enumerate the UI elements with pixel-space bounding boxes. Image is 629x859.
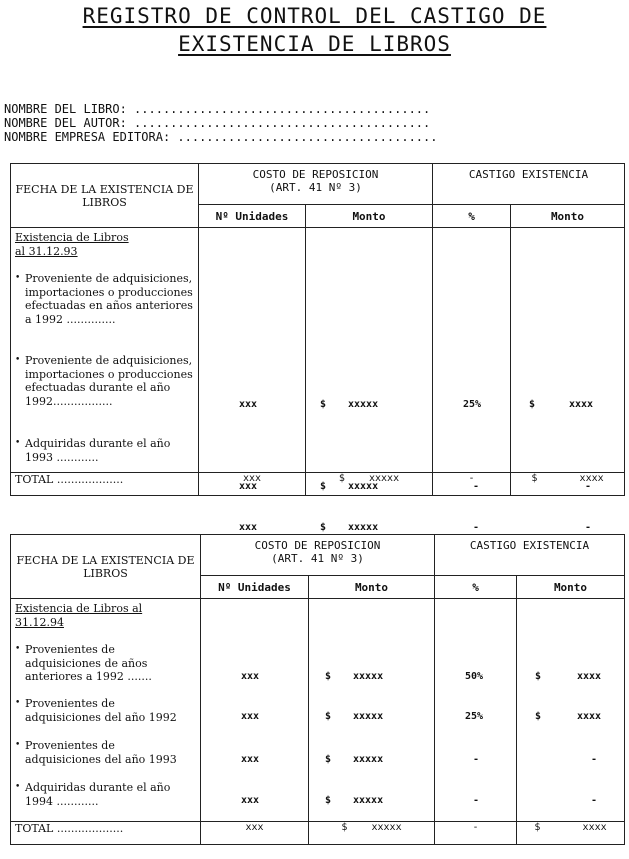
- cell-monto: xxxx: [569, 399, 594, 410]
- cell-pct: -: [473, 481, 480, 492]
- cell-currency: $: [325, 671, 332, 682]
- cell-currency: $: [529, 399, 536, 410]
- rows-label-column: Existencia de Libros al 31.12.93 • Proveniente de adquisiciones, importaciones o producciones efectuadas en años anteriores a 1992 .............. • Proveniente de adquisiciones, importaciones o producciones efectuadas durante el año 1992................. • Adquiridas durante el año 1993 ............: [11, 228, 199, 473]
- title-line-1: REGISTRO DE CONTROL DEL CASTIGO DE: [82, 4, 547, 28]
- header-costo-reposicion: COSTO DE REPOSICION (ART. 41 Nº 3): [201, 535, 435, 576]
- row-label: Provenientes de adquisiciones del año 1993: [25, 739, 177, 766]
- cell-currency: $: [535, 671, 542, 682]
- cell-monto: -: [585, 522, 592, 533]
- units-column: [201, 599, 309, 822]
- monto-column: [309, 599, 435, 822]
- control-table-1993: [10, 163, 625, 533]
- row-label: Proveniente de adquisiciones, importaciones o producciones efectuadas durante el año 1992.................: [25, 354, 193, 408]
- row-label: Adquiridas durante el año 1994 ............: [25, 781, 171, 808]
- cell-monto: xxxxx: [348, 399, 379, 410]
- header-unidades: Nº Unidades: [199, 205, 306, 228]
- cell-monto: xxxxx: [348, 522, 379, 533]
- header-costo-reposicion: COSTO DE REPOSICION (ART. 41 Nº 3): [199, 164, 433, 205]
- cell-pct: -: [473, 795, 480, 806]
- cell-monto: xxxx: [577, 711, 602, 722]
- cell-units: xxx: [241, 795, 260, 806]
- total-units: xxx: [199, 473, 306, 496]
- header-castigo-existencia: CASTIGO EXISTENCIA: [433, 164, 625, 205]
- cell-monto: xxxxx: [348, 481, 379, 492]
- cell-currency: $: [320, 522, 327, 533]
- cell-monto: xxxxx: [353, 671, 384, 682]
- rows-label-column: Existencia de Libros al 31.12.94 • Provenientes de adquisiciones de años anteriores a 1992 ....... • Provenientes de adquisiciones del año 1992 • Provenientes de adquisiciones del año 1993 • Adquiridas durante el año 1994 ............: [11, 599, 201, 822]
- cell-units: xxx: [241, 711, 260, 722]
- header-monto: Monto: [306, 205, 433, 228]
- cell-currency: $: [535, 711, 542, 722]
- publisher-name-field: NOMBRE EMPRESA EDITORA: ....................................: [4, 130, 438, 144]
- document-title: [0, 2, 629, 58]
- total-pct: -: [435, 822, 517, 845]
- header-monto-castigo: Monto: [517, 576, 625, 599]
- cell-units: xxx: [239, 481, 258, 492]
- cell-currency: $: [325, 711, 332, 722]
- cell-monto: -: [591, 754, 598, 765]
- total-castigo: $ xxxx: [517, 822, 625, 845]
- title-line-2: EXISTENCIA DE LIBROS: [178, 32, 451, 56]
- units-column: [199, 228, 306, 533]
- castigo-monto-column: [511, 228, 625, 533]
- header-monto: Monto: [309, 576, 435, 599]
- cell-units: xxx: [241, 754, 260, 765]
- row-label: Proveniente de adquisiciones, importaciones o producciones efectuadas en años anteriores a 1992 ..............: [25, 272, 193, 326]
- cell-monto: -: [585, 481, 592, 492]
- existencia-heading: Existencia de Libros al 31.12.93: [15, 231, 129, 258]
- row-label: Provenientes de adquisiciones de años anteriores a 1992 .......: [25, 643, 152, 683]
- total-pct: -: [433, 473, 511, 496]
- total-castigo: $ xxxx: [511, 473, 625, 496]
- monto-column: [306, 228, 433, 533]
- header-pct: %: [435, 576, 517, 599]
- header-unidades: Nº Unidades: [201, 576, 309, 599]
- cell-monto: xxxxx: [353, 795, 384, 806]
- total-monto: $ xxxxx: [309, 822, 435, 845]
- cell-currency: $: [320, 481, 327, 492]
- pct-column: [435, 599, 517, 822]
- total-monto: $ xxxxx: [306, 473, 433, 496]
- header-castigo-existencia: CASTIGO EXISTENCIA: [435, 535, 625, 576]
- total-units: xxx: [201, 822, 309, 845]
- cell-monto: -: [591, 795, 598, 806]
- castigo-monto-column: [517, 599, 625, 822]
- cell-currency: $: [325, 795, 332, 806]
- cell-pct: -: [473, 754, 480, 765]
- row-label: Adquiridas durante el año 1993 ............: [25, 437, 171, 464]
- header-fecha: FECHA DE LA EXISTENCIA DE LIBROS: [11, 164, 199, 228]
- cell-monto: xxxxx: [353, 711, 384, 722]
- existencia-heading: Existencia de Libros al 31.12.94: [15, 602, 143, 629]
- cell-currency: $: [325, 754, 332, 765]
- total-label: TOTAL ...................: [11, 473, 199, 496]
- book-name-field: NOMBRE DEL LIBRO: .........................................: [4, 102, 431, 116]
- row-label: Provenientes de adquisiciones del año 1992: [25, 697, 177, 724]
- cell-units: xxx: [241, 671, 260, 682]
- header-monto-castigo: Monto: [511, 205, 625, 228]
- cell-units: xxx: [239, 522, 258, 533]
- cell-units: xxx: [239, 399, 258, 410]
- header-fecha: FECHA DE LA EXISTENCIA DE LIBROS: [11, 535, 201, 599]
- pct-column: [433, 228, 511, 533]
- control-table-1994: [10, 534, 625, 845]
- cell-pct: 50%: [465, 671, 484, 682]
- cell-monto: xxxxx: [353, 754, 384, 765]
- cell-pct: -: [473, 522, 480, 533]
- cell-pct: 25%: [463, 399, 482, 410]
- author-name-field: NOMBRE DEL AUTOR: .........................................: [4, 116, 431, 130]
- header-pct: %: [433, 205, 511, 228]
- cell-pct: 25%: [465, 711, 484, 722]
- book-info: [4, 102, 437, 144]
- cell-currency: $: [320, 399, 327, 410]
- cell-monto: xxxx: [577, 671, 602, 682]
- total-label: TOTAL ...................: [11, 822, 201, 845]
